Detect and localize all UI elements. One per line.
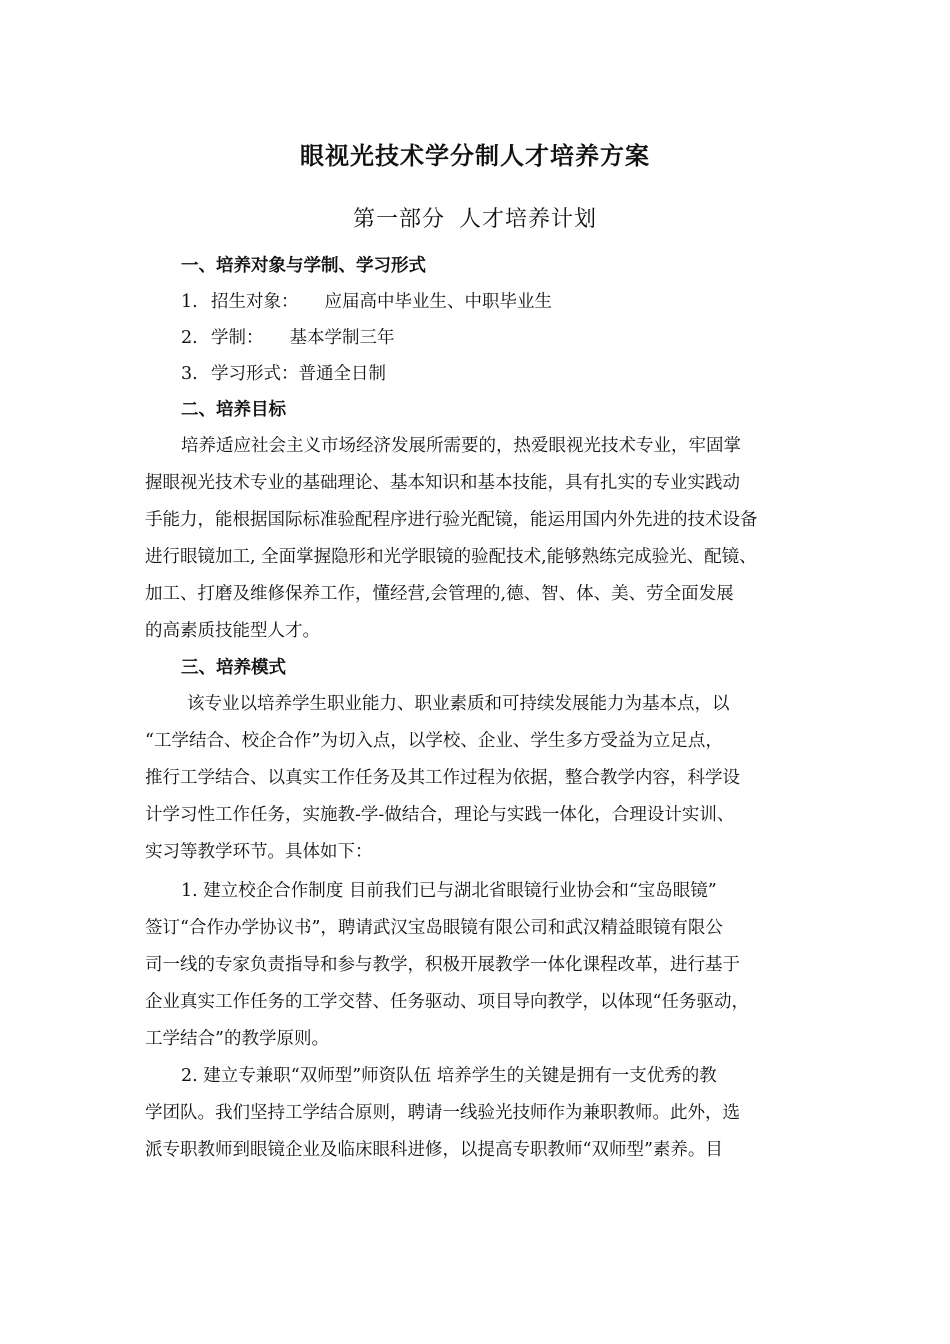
paragraph-line: 学团队。我们坚持工学结合原则，聘请一线验光技师作为兼职教师。此外，选	[145, 1103, 740, 1123]
part-heading	[0, 202, 950, 233]
paragraph-line: 推行工学结合、以真实工作任务及其工作过程为依据，整合教学内容，科学设	[145, 768, 740, 788]
section2-heading: 二、培养目标	[181, 400, 286, 420]
paragraph-line: 加工、打磨及维修保养工作，懂经营,会管理的,德、智、体、美、劳全面发展	[145, 584, 734, 604]
paragraph-line: 签订“合作办学协议书”，聘请武汉宝岛眼镜有限公司和武汉精益眼镜有限公	[145, 918, 723, 938]
paragraph-line: 计学习性工作任务，实施教-学-做结合，理论与实践一体化，合理设计实训、	[145, 805, 735, 825]
paragraph-line: 实习等教学环节。具体如下：	[145, 842, 373, 862]
item-value: 基本学制三年	[289, 328, 395, 348]
section3-heading: 三、培养模式	[181, 658, 286, 678]
paragraph-line: 的高素质技能型人才。	[145, 621, 320, 641]
paragraph-line: 工学结合”的教学原则。	[145, 1029, 329, 1049]
paragraph-line: 手能力，能根据国际标准验配程序进行验光配镜，能运用国内外先进的技术设备	[145, 510, 758, 530]
item-number: 1.	[181, 292, 198, 312]
paragraph-line: 握眼视光技术专业的基础理论、基本知识和基本技能，具有扎实的专业实践动	[145, 473, 740, 493]
section1-item-2	[181, 326, 395, 350]
paragraph-line: 进行眼镜加工, 全面掌握隐形和光学眼镜的验配技术,能够熟练完成验光、配镜、	[145, 547, 757, 567]
item-label: 招生对象：	[211, 292, 299, 312]
item-label: 学习形式：	[211, 364, 299, 384]
paragraph-line: “工学结合、校企合作”为切入点，以学校、企业、学生多方受益为立足点，	[145, 731, 723, 751]
item-value: 应届高中毕业生、中职毕业生	[324, 292, 552, 312]
part-label: 第一部分	[352, 207, 445, 232]
paragraph-line: 司一线的专家负责指导和参与教学，积极开展教学一体化课程改革，进行基于	[145, 955, 740, 975]
paragraph-line: 派专职教师到眼镜企业及临床眼科进修，以提高专职教师“双师型”素养。目	[145, 1140, 723, 1160]
item-number: 3.	[181, 364, 198, 384]
section1-item-3	[181, 362, 386, 386]
paragraph-line: 企业真实工作任务的工学交替、任务驱动、项目导向教学，以体现“任务驱动，	[145, 992, 749, 1012]
section1-heading: 一、培养对象与学制、学习形式	[181, 256, 426, 276]
section1-item-1	[181, 290, 552, 314]
paragraph-line: 培养适应社会主义市场经济发展所需要的，热爱眼视光技术专业，牢固掌	[181, 436, 741, 456]
item-value: 普通全日制	[298, 364, 386, 384]
part-name: 人才培养计划	[459, 207, 598, 232]
paragraph-line: 1. 建立校企合作制度 目前我们已与湖北省眼镜行业协会和“宝岛眼镜”	[181, 881, 717, 901]
document-title: 眼视光技术学分制人才培养方案	[300, 142, 650, 170]
paragraph-line: 2. 建立专兼职“双师型”师资队伍 培养学生的关键是拥有一支优秀的教	[181, 1066, 717, 1086]
paragraph-line: 该专业以培养学生职业能力、职业素质和可持续发展能力为基本点，以	[187, 694, 730, 714]
item-label: 学制：	[211, 328, 264, 348]
item-number: 2.	[181, 328, 198, 348]
